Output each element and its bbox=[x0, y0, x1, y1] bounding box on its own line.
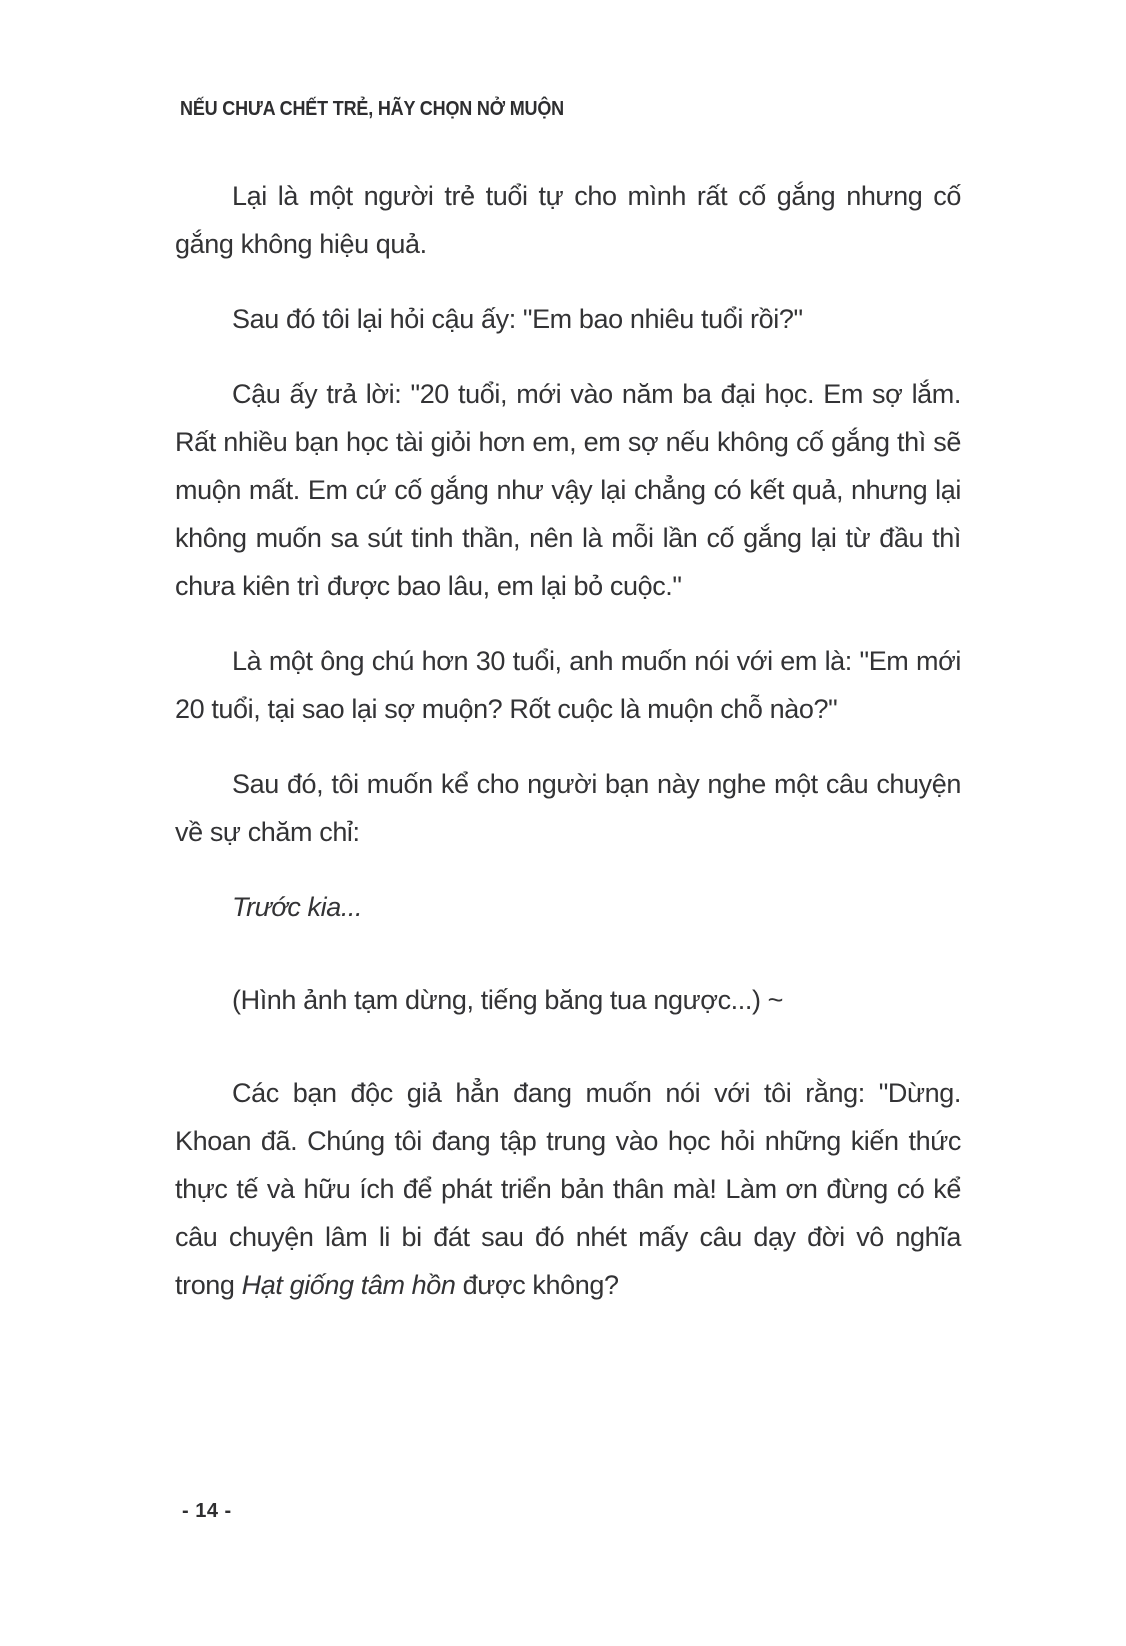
paragraph bbox=[175, 976, 961, 1024]
text-run: Sau đó, tôi muốn kể cho người bạn này nghe một câu chuyện về sự chăm chỉ: bbox=[175, 769, 961, 847]
paragraph bbox=[175, 637, 961, 733]
page-body bbox=[175, 172, 961, 1336]
italic-text-run: Hạt giống tâm hồn bbox=[241, 1270, 456, 1300]
text-run: Sau đó tôi lại hỏi cậu ấy: "Em bao nhiêu tuổi rồi?" bbox=[232, 304, 803, 334]
paragraph bbox=[175, 295, 961, 343]
text-run: Lại là một người trẻ tuổi tự cho mình rất cố gắng nhưng cố gắng không hiệu quả. bbox=[175, 181, 961, 259]
page-number: - 14 - bbox=[182, 1500, 232, 1522]
running-header: NẾU CHƯA CHẾT TRẺ, HÃY CHỌN NỞ MUỘN bbox=[180, 98, 565, 120]
paragraph bbox=[175, 760, 961, 856]
paragraph bbox=[175, 172, 961, 268]
text-run: (Hình ảnh tạm dừng, tiếng băng tua ngược...) ~ bbox=[232, 985, 784, 1015]
paragraph bbox=[175, 370, 961, 610]
text-run: Các bạn độc giả hẳn đang muốn nói với tôi rằng: "Dừng. Khoan đã. Chúng tôi đang tập trung vào học hỏi những kiến thức thực tế và hữu ích để phát triển bản thân mà! Làm ơn đừng có kể câu chuyện lâm li bi đát sau đó nhét mấy câu dạy đời vô nghĩa trong bbox=[175, 1078, 961, 1300]
text-run: được không? bbox=[455, 1270, 619, 1300]
paragraph bbox=[175, 883, 961, 931]
paragraph bbox=[175, 1069, 961, 1309]
text-run: Là một ông chú hơn 30 tuổi, anh muốn nói với em là: "Em mới 20 tuổi, tại sao lại sợ muộn? Rốt cuộc là muộn chỗ nào?" bbox=[175, 646, 961, 724]
italic-text-run: Trước kia... bbox=[232, 892, 363, 922]
text-run: Cậu ấy trả lời: "20 tuổi, mới vào năm ba đại học. Em sợ lắm. Rất nhiều bạn học tài giỏi hơn em, em sợ nếu không cố gắng thì sẽ muộn mất. Em cứ cố gắng như vậy lại chẳng có kết quả, nhưng lại không muốn sa sút tinh thần, nên là mỗi lần cố gắng lại từ đầu thì chưa kiên trì được bao lâu, em lại bỏ cuộc." bbox=[175, 379, 961, 601]
